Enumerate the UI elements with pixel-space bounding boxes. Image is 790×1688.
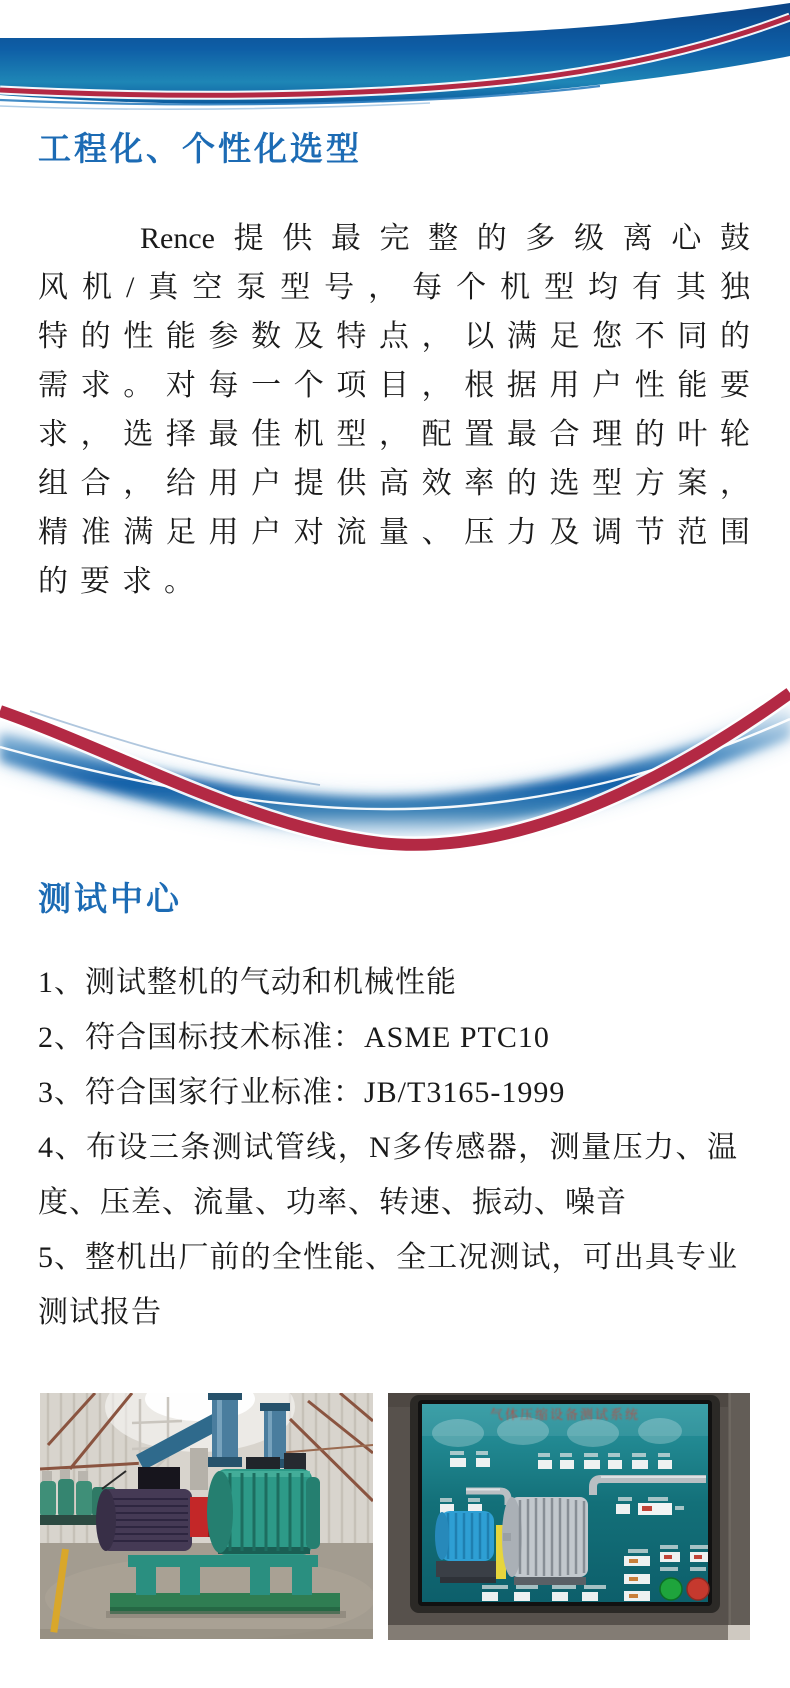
testing-list <box>38 955 738 1340</box>
paragraph-line: Rence提供最完整的多级离心鼓 <box>140 222 750 255</box>
paragraph-line: 需求。对每一个项目，根据用户性能要 <box>38 369 750 402</box>
hmi-stop-button[interactable] <box>687 1578 709 1600</box>
selection-paragraph <box>38 214 750 606</box>
top-wave-banner <box>0 0 790 118</box>
control-panel-scene <box>388 1393 750 1640</box>
paragraph-line: 精准满足用户对流量、压力及调节范围 <box>38 516 750 549</box>
hmi-start-button[interactable] <box>660 1578 682 1600</box>
paragraph-line: 组合，给用户提供高效率的选型方案， <box>38 467 750 500</box>
paragraph-line: 求，选择最佳机型，配置最合理的叶轮 <box>38 418 750 451</box>
workshop-scene <box>40 1393 373 1639</box>
blower-workshop-photo <box>40 1393 373 1639</box>
list-item-4: 4、布设三条测试管线，N多传感器，测量压力、温度、压差、流量、功率、转速、振动、噪音 <box>38 1131 738 1219</box>
section-title-selection: 工程化、个性化选型 <box>38 132 362 168</box>
paragraph-line: 风机/真空泵型号，每个机型均有其独 <box>38 271 750 304</box>
wave-divider <box>0 645 790 855</box>
hmi-top-value-boxes <box>450 1451 672 1469</box>
hmi-compressor <box>502 1497 588 1585</box>
hmi-stacked-boxes <box>624 1549 650 1601</box>
list-item-3: 3、符合国家行业标准：JB/T3165-1999 <box>38 1076 566 1109</box>
list-item-1: 1、测试整机的气动和机械性能 <box>38 966 457 999</box>
section-title-testing: 测试中心 <box>38 882 182 918</box>
top-banner-shapes <box>0 3 790 109</box>
hmi-motor <box>435 1511 500 1583</box>
photo-row <box>40 1393 750 1640</box>
paragraph-line: 的要求。 <box>38 565 206 598</box>
list-item-2: 2、符合国标技术标准：ASME PTC10 <box>38 1021 550 1054</box>
hmi-screen-title: 气体压缩设备测试系统 <box>489 1407 641 1422</box>
divider-shapes <box>0 693 790 845</box>
paragraph-line: 特的性能参数及特点，以满足您不同的 <box>38 320 750 353</box>
list-item-5: 5、整机出厂前的全性能、全工况测试，可出具专业测试报告 <box>38 1241 738 1329</box>
test-control-panel-photo <box>388 1393 750 1640</box>
